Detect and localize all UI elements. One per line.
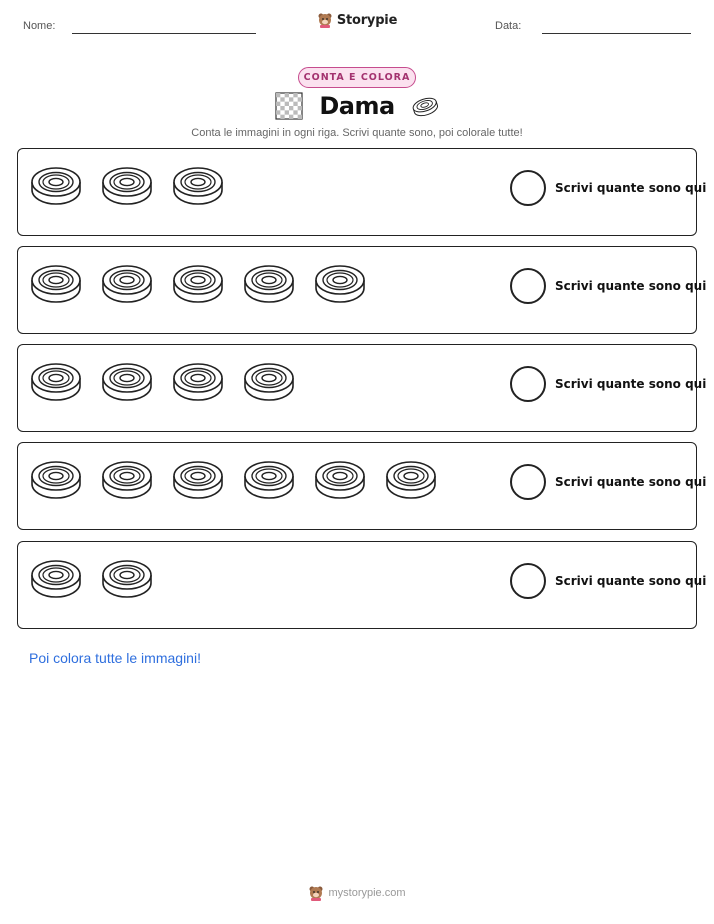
checkerboard-square: [294, 102, 298, 106]
footer-brand: [0, 885, 714, 901]
checkerboard-square: [285, 110, 289, 114]
checkerboard-square: [276, 110, 280, 114]
checker-piece[interactable]: [314, 264, 366, 310]
answer-label: Scrivi quante sono qui: [555, 279, 707, 293]
checker-piece-icon[interactable]: [243, 460, 295, 502]
checker-piece-icon[interactable]: [30, 166, 82, 208]
footer-url[interactable]: mystorypie.com: [328, 887, 406, 899]
checker-piece[interactable]: [172, 264, 224, 310]
checker-piece-icon[interactable]: [172, 264, 224, 306]
answer-circle[interactable]: [510, 366, 546, 402]
checkerboard-square: [285, 102, 289, 106]
checker-piece-icon[interactable]: [101, 362, 153, 404]
checkerboard-square: [285, 93, 289, 97]
checker-piece-icon: [411, 95, 439, 117]
brand: [0, 12, 714, 28]
checker-piece[interactable]: [30, 460, 82, 506]
checker-piece-icon[interactable]: [101, 166, 153, 208]
checker-piece-icon[interactable]: [243, 362, 295, 404]
checker-piece-icon[interactable]: [101, 559, 153, 601]
checkerboard-square: [281, 115, 285, 119]
counting-row: [17, 344, 707, 432]
checker-piece-icon[interactable]: [385, 460, 437, 502]
checkerboard-square: [298, 115, 302, 119]
checker-piece-icon[interactable]: [101, 264, 153, 306]
counting-row: [17, 442, 707, 530]
checkerboard-square: [281, 97, 285, 101]
checker-piece[interactable]: [101, 559, 153, 605]
title-row: [0, 92, 714, 120]
checkerboard-square: [289, 106, 293, 110]
checker-piece-icon[interactable]: [30, 362, 82, 404]
checker-piece[interactable]: [101, 264, 153, 310]
checker-piece[interactable]: [30, 264, 82, 310]
checker-piece-icon[interactable]: [101, 460, 153, 502]
checker-piece[interactable]: [172, 362, 224, 408]
checker-piece-icon[interactable]: [30, 264, 82, 306]
counting-row: [17, 541, 707, 629]
answer-circle[interactable]: [510, 268, 546, 304]
checker-piece-icon[interactable]: [172, 362, 224, 404]
checkerboard-square: [294, 93, 298, 97]
instructions: Conta le immagini in ogni riga. Scrivi quante sono, poi colorale tutte!: [191, 127, 523, 139]
bear-mascot-icon: [317, 12, 333, 28]
answer-label: Scrivi quante sono qui: [555, 475, 707, 489]
date-line[interactable]: [542, 33, 691, 34]
date-label: Data:: [495, 20, 522, 32]
checkerboard-square: [298, 97, 302, 101]
checker-piece-icon[interactable]: [243, 264, 295, 306]
checker-piece-icon[interactable]: [314, 264, 366, 306]
counting-row: [17, 246, 707, 334]
answer-label: Scrivi quante sono qui: [555, 574, 707, 588]
checker-piece[interactable]: [172, 460, 224, 506]
checker-piece-icon[interactable]: [314, 460, 366, 502]
checker-piece[interactable]: [30, 362, 82, 408]
answer-circle[interactable]: [510, 464, 546, 500]
footer-note: Poi colora tutte le immagini!: [29, 650, 201, 666]
checker-piece-icon[interactable]: [172, 460, 224, 502]
checker-piece[interactable]: [101, 362, 153, 408]
checkerboard-square: [289, 97, 293, 101]
checker-piece[interactable]: [172, 166, 224, 212]
checkerboard-square: [276, 93, 280, 97]
bear-mascot-icon: [308, 885, 324, 901]
brand-name: Storypie: [336, 12, 398, 28]
checker-piece[interactable]: [243, 264, 295, 310]
checker-piece[interactable]: [30, 166, 82, 212]
activity-badge: CONTA E COLORA: [298, 67, 416, 88]
checker-piece[interactable]: [101, 166, 153, 212]
checkerboard-square: [298, 106, 302, 110]
name-line[interactable]: [72, 33, 256, 34]
checkerboard-icon: [275, 92, 303, 120]
answer-label: Scrivi quante sono qui: [555, 181, 707, 195]
checkerboard-square: [294, 110, 298, 114]
answer-label: Scrivi quante sono qui: [555, 377, 707, 391]
page-title: Dama: [319, 92, 395, 120]
checker-piece[interactable]: [243, 362, 295, 408]
checkerboard-square: [281, 106, 285, 110]
checker-piece[interactable]: [385, 460, 437, 506]
checkerboard-square: [289, 115, 293, 119]
checker-piece-icon[interactable]: [172, 166, 224, 208]
checker-piece-icon[interactable]: [30, 460, 82, 502]
checker-piece[interactable]: [30, 559, 82, 605]
answer-circle[interactable]: [510, 563, 546, 599]
checkerboard-square: [276, 102, 280, 106]
checker-piece[interactable]: [243, 460, 295, 506]
name-label: Nome:: [23, 20, 56, 32]
checker-piece-icon[interactable]: [30, 559, 82, 601]
checker-piece[interactable]: [314, 460, 366, 506]
checker-piece[interactable]: [101, 460, 153, 506]
counting-row: [17, 148, 707, 236]
answer-circle[interactable]: [510, 170, 546, 206]
